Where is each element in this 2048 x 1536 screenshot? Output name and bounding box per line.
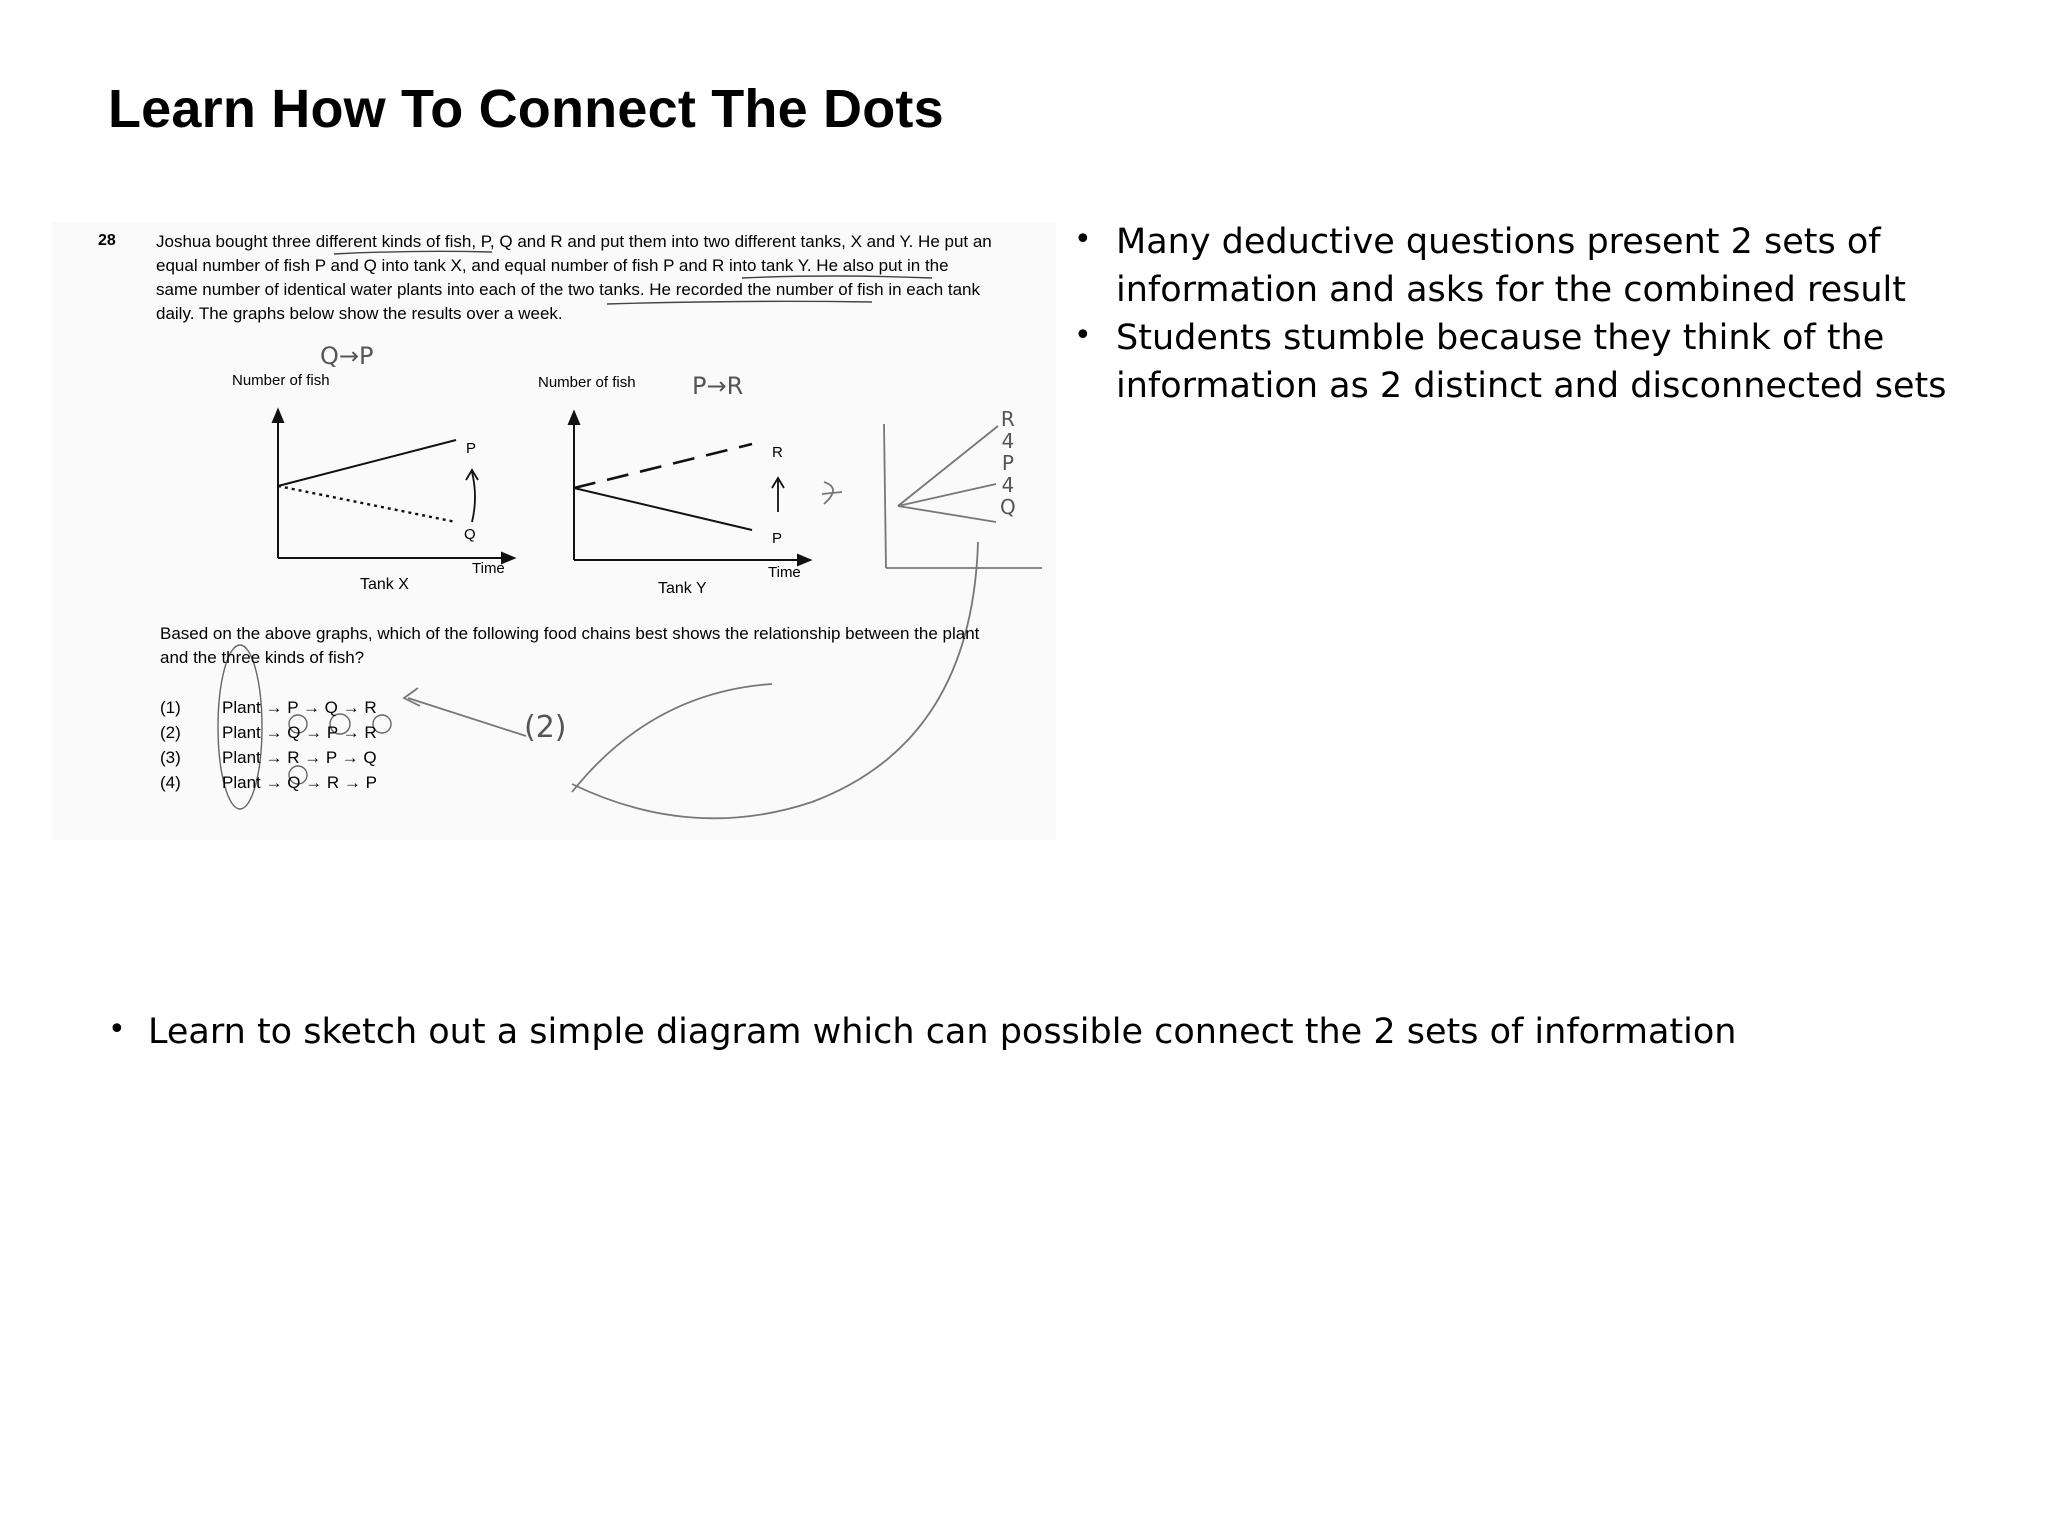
sketch-label: 4 — [1001, 473, 1015, 497]
tank-y-handwritten-note: P→R — [692, 372, 744, 400]
bullet-item: • Students stumble because they think of the information as 2 distinct and disconnected sets — [1074, 314, 1994, 410]
option-chain: Plant → Q → R → P — [222, 773, 377, 792]
tank-x-name: Tank X — [360, 576, 409, 593]
sketch-label: Q — [1000, 495, 1016, 519]
tank-x-x-axis-label: Time — [472, 560, 505, 577]
option-chain: Plant → P → Q → R — [222, 698, 377, 717]
question-text: Joshua bought three different kinds of fish, P, Q and R and put them into two different tanks, X and Y. He put an equal number of fish P and Q into tank X, and equal number of fish P and R into tank Y. He also put in the same number of identical water plants into each of the two tanks. He recorded the number of fish in each tank daily. The graphs below show the results over a week. — [156, 232, 992, 323]
tank-x-graph — [273, 410, 514, 563]
bullet-item: • Many deductive questions present 2 sets of information and asks for the combined result — [1074, 218, 1994, 314]
sketch-label: P — [1001, 451, 1014, 475]
bottom-bullet-list — [108, 1008, 2008, 1056]
tank-y-y-axis-label: Number of fish — [538, 374, 636, 391]
bullet-item: • Learn to sketch out a simple diagram which can possible connect the 2 sets of information — [108, 1008, 2008, 1056]
scanned-question-image — [52, 222, 1056, 840]
sketch-label-stack — [1000, 408, 1016, 518]
tank-x-bottom-series-label: Q — [464, 526, 476, 543]
sketch-label: 4 — [1001, 429, 1015, 453]
option-number: (1) — [160, 698, 181, 717]
tank-y-x-axis-label: Time — [768, 564, 801, 581]
handwritten-answer: (2) — [524, 710, 567, 745]
tank-x-handwritten-note: Q→P — [320, 342, 374, 370]
option-chain: Plant → Q → P → R — [222, 723, 377, 742]
tank-x-y-axis-label: Number of fish — [232, 372, 330, 389]
question-number: 28 — [98, 232, 116, 249]
option-number: (2) — [160, 723, 181, 742]
option-number: (3) — [160, 748, 181, 767]
tank-y-top-series-label: R — [772, 444, 783, 461]
option-number: (4) — [160, 773, 181, 792]
sketch-label: R — [1000, 407, 1015, 431]
question-prompt: Based on the above graphs, which of the following food chains best shows the relationship between the plant and the three kinds of fish? — [160, 624, 980, 667]
tank-y-bottom-series-label: P — [772, 530, 783, 547]
option-chain: Plant → R → P → Q — [222, 748, 377, 767]
slide-title: Learn How To Connect The Dots — [108, 79, 944, 139]
tank-y-name: Tank Y — [658, 580, 707, 597]
tank-x-top-series-label: P — [466, 440, 477, 457]
right-bullet-list — [1074, 218, 1994, 410]
